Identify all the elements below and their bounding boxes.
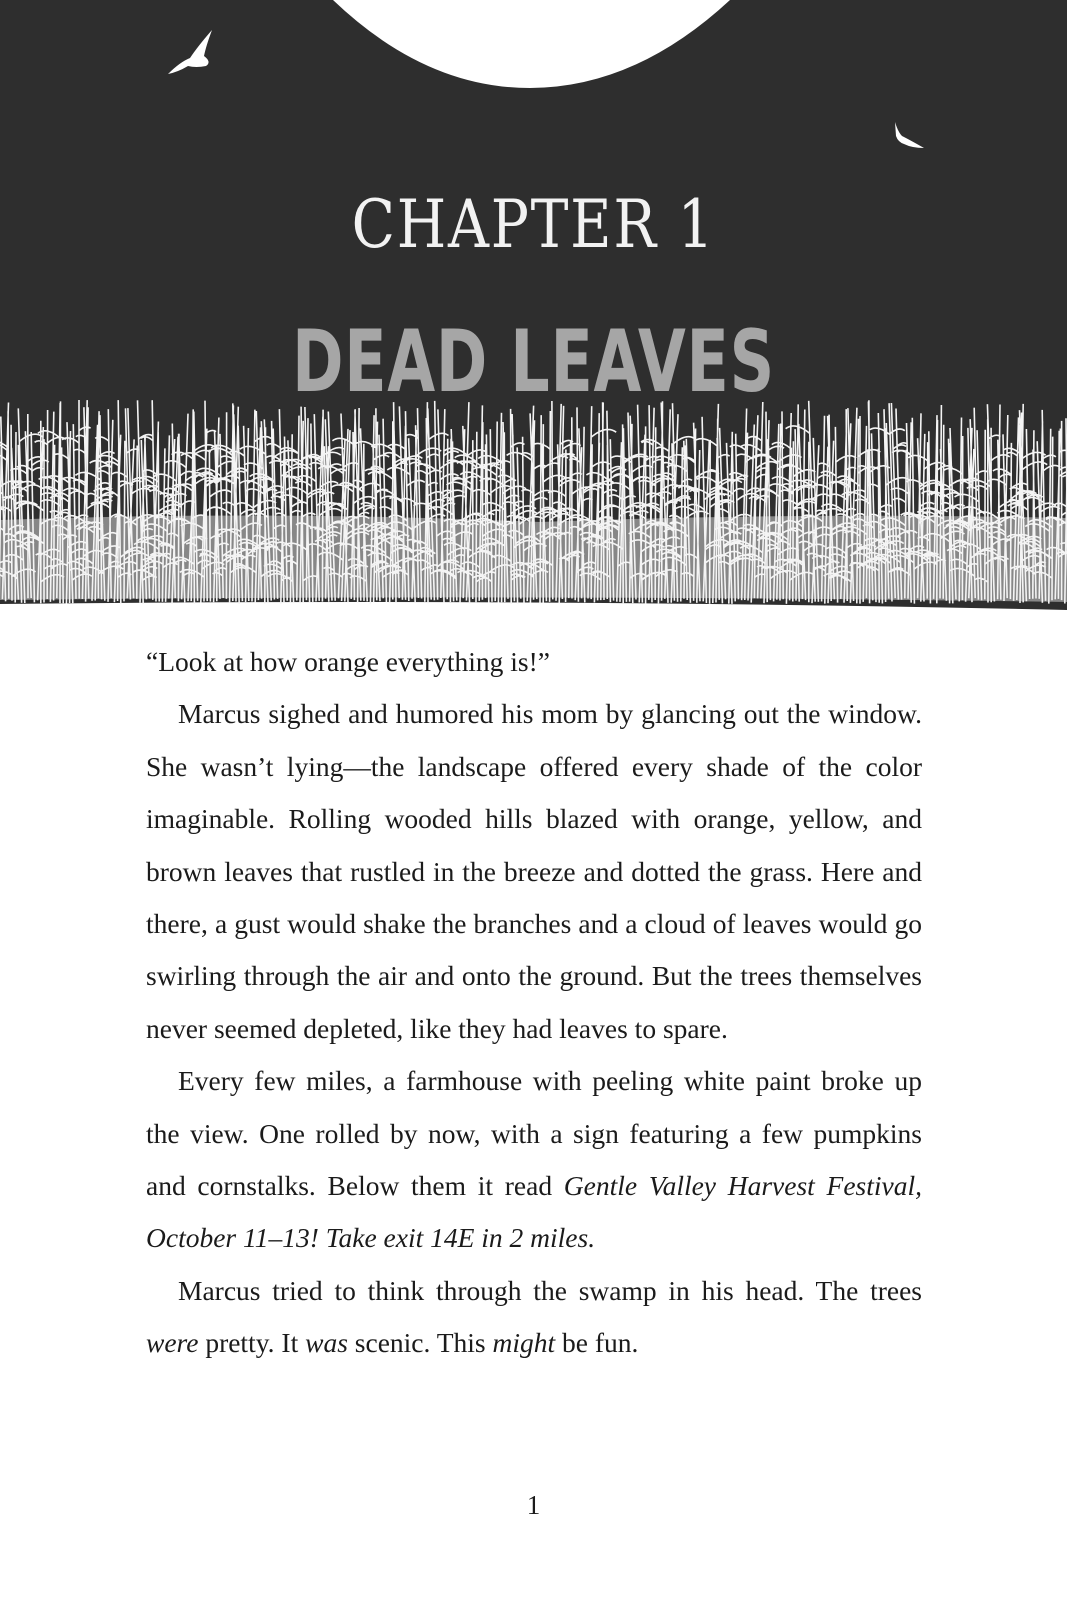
emphasis: was (305, 1327, 348, 1359)
text-span: pretty. It (198, 1327, 306, 1359)
text-span: be fun. (555, 1327, 639, 1359)
emphasis: might (492, 1327, 556, 1359)
paragraph (146, 1265, 922, 1370)
chapter-text (146, 636, 922, 1370)
chapter-title: DEAD LEAVES (292, 312, 775, 412)
cornfield-haze (0, 515, 1067, 602)
emphasis: were (146, 1327, 199, 1359)
paragraph-text: Every few miles, a farmhouse with peeling white paint broke up the view. One rolled by now, with a sign featuring a few pumpkins and cornstalks. Below them it read (146, 1065, 922, 1202)
text-span: Marcus tried to think through the swamp in his head. The trees (178, 1274, 922, 1306)
sign-text: Gentle Valley Harvest Festival, October 11–13! Take exit 14E in 2 miles. (146, 1170, 922, 1254)
paragraph: “Look at how orange everything is!” (146, 646, 550, 677)
paragraph: Marcus sighed and humored his mom by glancing out the window. She wasn’t lying—the landscape offered every shade of the color imaginable. Rolling wooded hills blazed with orange, yellow, and brown leaves that rustled in the breeze and dotted the grass. Here and there, a gust would shake the branches and a cloud of leaves would go swirling through the air and onto the ground. But the trees themselves never seemed depleted, like they had leaves to spare. (146, 698, 922, 1044)
paragraph (146, 1055, 922, 1265)
chapter-header-illustration (0, 0, 1067, 620)
night-sky-illustration (0, 0, 1067, 620)
chapter-label: CHAPTER 1 (351, 186, 716, 263)
page-number: 1 (526, 1490, 541, 1520)
text-span: scenic. This (347, 1327, 493, 1359)
